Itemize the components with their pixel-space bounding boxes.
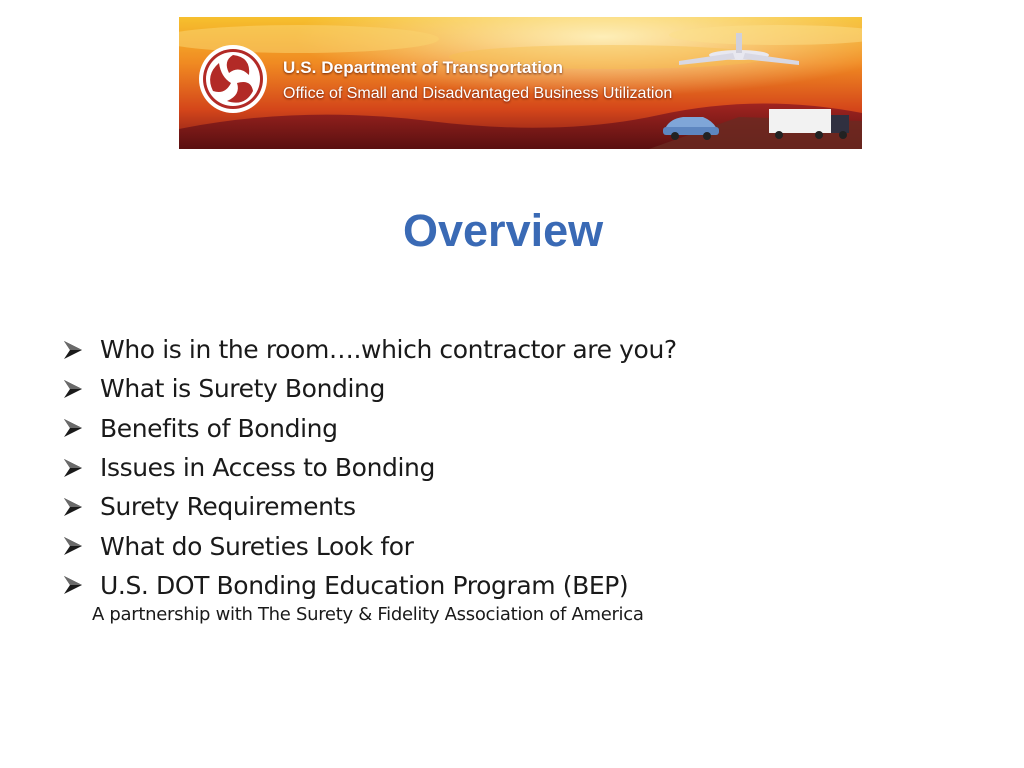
bullet-item xyxy=(62,409,677,448)
arrowhead-bullet-icon xyxy=(62,574,100,596)
arrowhead-bullet-icon xyxy=(62,339,100,361)
header-banner xyxy=(179,17,862,149)
partnership-note: A partnership with The Surety & Fidelity Association of America xyxy=(92,604,644,625)
arrowhead-bullet-icon xyxy=(62,496,100,518)
bullet-item xyxy=(62,487,677,526)
bullet-list xyxy=(62,330,677,605)
arrowhead-bullet-icon xyxy=(62,457,100,479)
bullet-text: U.S. DOT Bonding Education Program (BEP) xyxy=(100,570,629,600)
bullet-item xyxy=(62,369,677,408)
banner-subtitle: Office of Small and Disadvantaged Business Utilization xyxy=(283,85,673,102)
bullet-text: Surety Requirements xyxy=(100,492,356,522)
bullet-text: What is Surety Bonding xyxy=(100,374,385,404)
slide-title: Overview xyxy=(403,205,604,256)
arrowhead-bullet-icon xyxy=(62,535,100,557)
bullet-item xyxy=(62,330,677,369)
banner-title: U.S. Department of Transportation xyxy=(283,58,564,77)
dot-triskelion-logo-icon xyxy=(199,45,267,113)
bullet-item xyxy=(62,526,677,565)
banner-text-block xyxy=(283,57,672,105)
bullet-item xyxy=(62,566,677,605)
arrowhead-bullet-icon xyxy=(62,417,100,439)
bullet-text: What do Sureties Look for xyxy=(100,531,414,561)
bullet-item xyxy=(62,448,677,487)
bullet-text: Issues in Access to Bonding xyxy=(100,453,435,483)
arrowhead-bullet-icon xyxy=(62,378,100,400)
bullet-text: Who is in the room….which contractor are you? xyxy=(100,335,677,365)
bullet-text: Benefits of Bonding xyxy=(100,413,338,443)
